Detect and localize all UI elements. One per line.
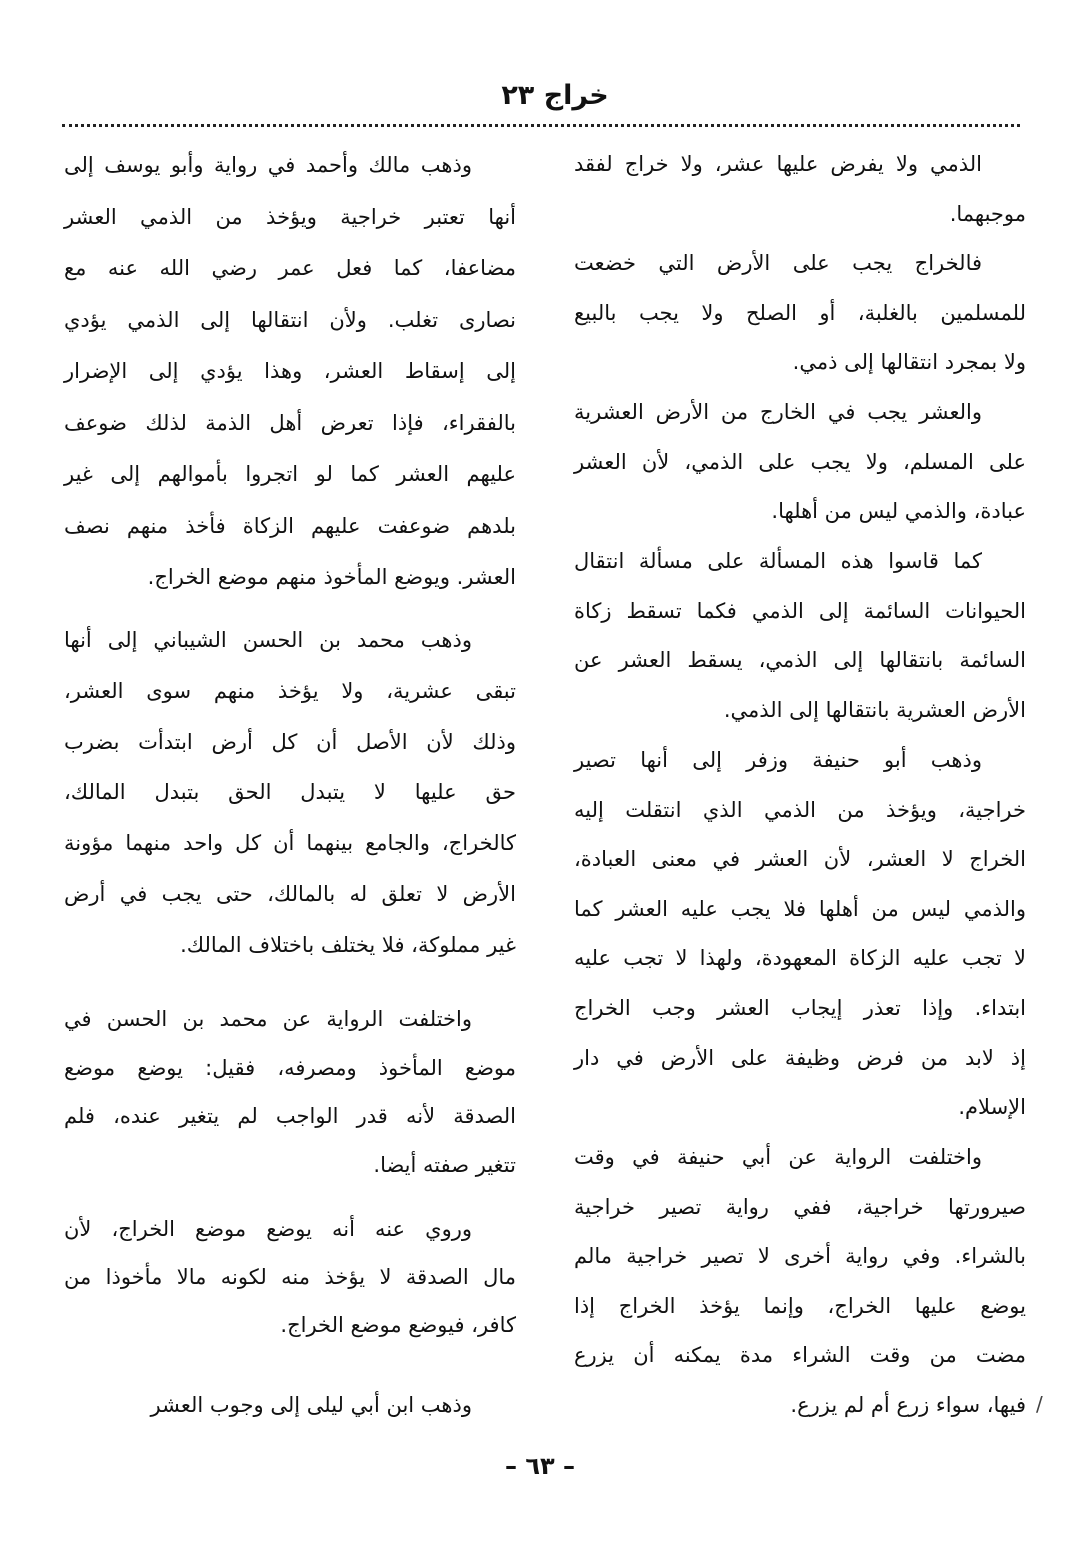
paragraph bbox=[574, 239, 1026, 388]
text-line: الخراج لا العشر، لأن العشر في معنى العبادة، bbox=[574, 847, 1026, 872]
text-line: مضاعفا، كما فعل عمر رضي الله عنه مع bbox=[64, 256, 516, 280]
paragraph bbox=[574, 736, 1026, 1133]
text-line: نصارى تغلب. ولأن انتقالها إلى الذمي يؤدي bbox=[64, 307, 516, 332]
text-line: ولا بمجرد انتقالها إلى ذمي. bbox=[792, 350, 1026, 375]
text-line: وذهب محمد بن الحسن الشيباني إلى أنها bbox=[64, 628, 472, 652]
text-line: حق عليها لا يتبدل الحق بتبدل المالك، bbox=[64, 780, 516, 805]
text-line: وذهب مالك وأحمد في رواية وأبو يوسف إلى bbox=[64, 153, 472, 177]
text-line: تبقى عشرية، ولا يؤخذ منهم سوى العشر، bbox=[64, 678, 516, 703]
text-line: وروي عنه أنه يوضع موضع الخراج، لأن bbox=[64, 1217, 472, 1241]
text-line: العشر. ويوضع المأخوذ منهم موضع الخراج. bbox=[147, 565, 516, 589]
text-line: كما قاسوا هذه المسألة على مسألة انتقال bbox=[574, 549, 982, 573]
text-line: واختلفت الرواية عن محمد بن الحسن في bbox=[64, 1007, 472, 1031]
paragraph bbox=[574, 1133, 1026, 1431]
text-line: إذ لابد من فرض وظيفة على الأرض في دار bbox=[574, 1045, 1026, 1070]
paragraph bbox=[64, 1380, 516, 1430]
text-line: كافر، فيوضع موضع الخراج. bbox=[280, 1313, 516, 1337]
running-header: خراج ٢٣ bbox=[501, 80, 609, 111]
text-line: بالشراء. وفي رواية أخرى لا تصير خراجية مالم bbox=[574, 1244, 1026, 1269]
text-line: ابتداء. وإذا تعذر إيجاب العشر وجب الخراج bbox=[574, 995, 1026, 1020]
text-line: على المسلم، ولا يجب على الذمي، لأن العشر bbox=[574, 449, 1026, 474]
text-line: للمسلمين بالغلبة، أو الصلح ولا يجب بالبيع bbox=[574, 300, 1026, 325]
paragraph bbox=[64, 615, 516, 971]
text-line: إلى إسقاط العشر، وهذا يؤدي إلى الإضرار bbox=[64, 359, 516, 383]
text-line: مال الصدقة لا يؤخذ منه لكونه مالا مأخوذا من bbox=[64, 1265, 516, 1289]
text-line: يوضع عليها الخراج، وإنما يؤخذ الخراج إذا bbox=[574, 1293, 1026, 1318]
text-line: والذمي ليس من أهلها فلا يجب عليه العشر كما bbox=[574, 896, 1026, 921]
text-line: عليهم العشر كما لو اتجروا بأموالهم إلى غير bbox=[64, 462, 516, 486]
paragraph bbox=[64, 995, 516, 1189]
text-line: غير مملوكة، فلا يختلف باختلاف المالك. bbox=[180, 932, 516, 957]
text-line: بلدهم ضوعفت عليهم الزكاة فأخذ منهم نصف bbox=[64, 513, 516, 538]
text-line: والعشر يجب في الخارج من الأرض العشرية bbox=[574, 400, 982, 424]
text-line: خراجية، ويؤخذ من الذمي الذي انتقلت إليه bbox=[574, 797, 1026, 822]
text-line: تتغير صفته أيضا. bbox=[373, 1152, 516, 1177]
paragraph bbox=[64, 1205, 516, 1349]
text-line: الإسلام. bbox=[958, 1095, 1026, 1120]
text-line: الأرض العشرية بانتقالها إلى الذمي. bbox=[723, 697, 1026, 722]
paragraph bbox=[64, 140, 516, 604]
text-line: أنها تعتبر خراجية ويؤخذ من الذمي العشر bbox=[64, 204, 516, 229]
text-line: موضع المأخوذ ومصرفه، فقيل: يوضع موضع bbox=[64, 1055, 516, 1080]
text-line: فالخراج يجب على الأرض التي خضعت bbox=[574, 251, 982, 275]
margin-mark: / bbox=[1036, 1392, 1043, 1416]
text-line: وذهب أبو حنيفة وزفر إلى أنها تصير bbox=[574, 748, 982, 772]
text-line: كالخراج، والجامع بينهما أن كل واحد منهما مؤونة bbox=[64, 831, 516, 856]
text-line: واختلفت الرواية عن أبي حنيفة في وقت bbox=[574, 1145, 982, 1169]
paragraph bbox=[574, 388, 1026, 537]
text-line: موجبهما. bbox=[949, 201, 1026, 226]
text-line: بالفقراء، فإذا تعرض أهل الذمة لذلك ضوعف bbox=[64, 410, 516, 435]
text-line: مضت من وقت الشراء مدة يمكنه أن يزرع bbox=[574, 1343, 1026, 1368]
text-line: وذهب ابن أبي ليلى إلى وجوب العشر bbox=[150, 1393, 472, 1417]
text-line: الذمي ولا يفرض عليها عشر، ولا خراج لفقد bbox=[574, 152, 982, 176]
text-line: الحيوانات السائمة إلى الذمي فكما تسقط زكاة bbox=[574, 598, 1026, 623]
text-line: لا تجب عليه الزكاة المعهودة، ولهذا لا تجب عليه bbox=[574, 946, 1026, 971]
text-line: الصدقة لأنه قدر الواجب لم يتغير عنده، فلم bbox=[64, 1104, 516, 1128]
paragraph bbox=[574, 140, 1026, 239]
text-line: فيها، سواء زرع أم لم يزرع. bbox=[790, 1392, 1026, 1417]
text-line: عبادة، والذمي ليس من أهلها. bbox=[771, 499, 1026, 524]
page-number: – ٦٣ – bbox=[504, 1452, 575, 1480]
text-line: الأرض لا تعلق له بالمالك، حتى يجب في أرض bbox=[64, 881, 516, 906]
text-line: وذلك لأن الأصل أن كل أرض ابتدأت بضرب bbox=[64, 729, 516, 754]
text-line: السائمة بانتقالها إلى الذمي، يسقط العشر عن bbox=[574, 648, 1026, 673]
header-dotted-divider bbox=[62, 124, 1020, 127]
paragraph bbox=[574, 537, 1026, 735]
text-line: صيرورتها خراجية، ففي رواية تصير خراجية bbox=[574, 1194, 1026, 1219]
